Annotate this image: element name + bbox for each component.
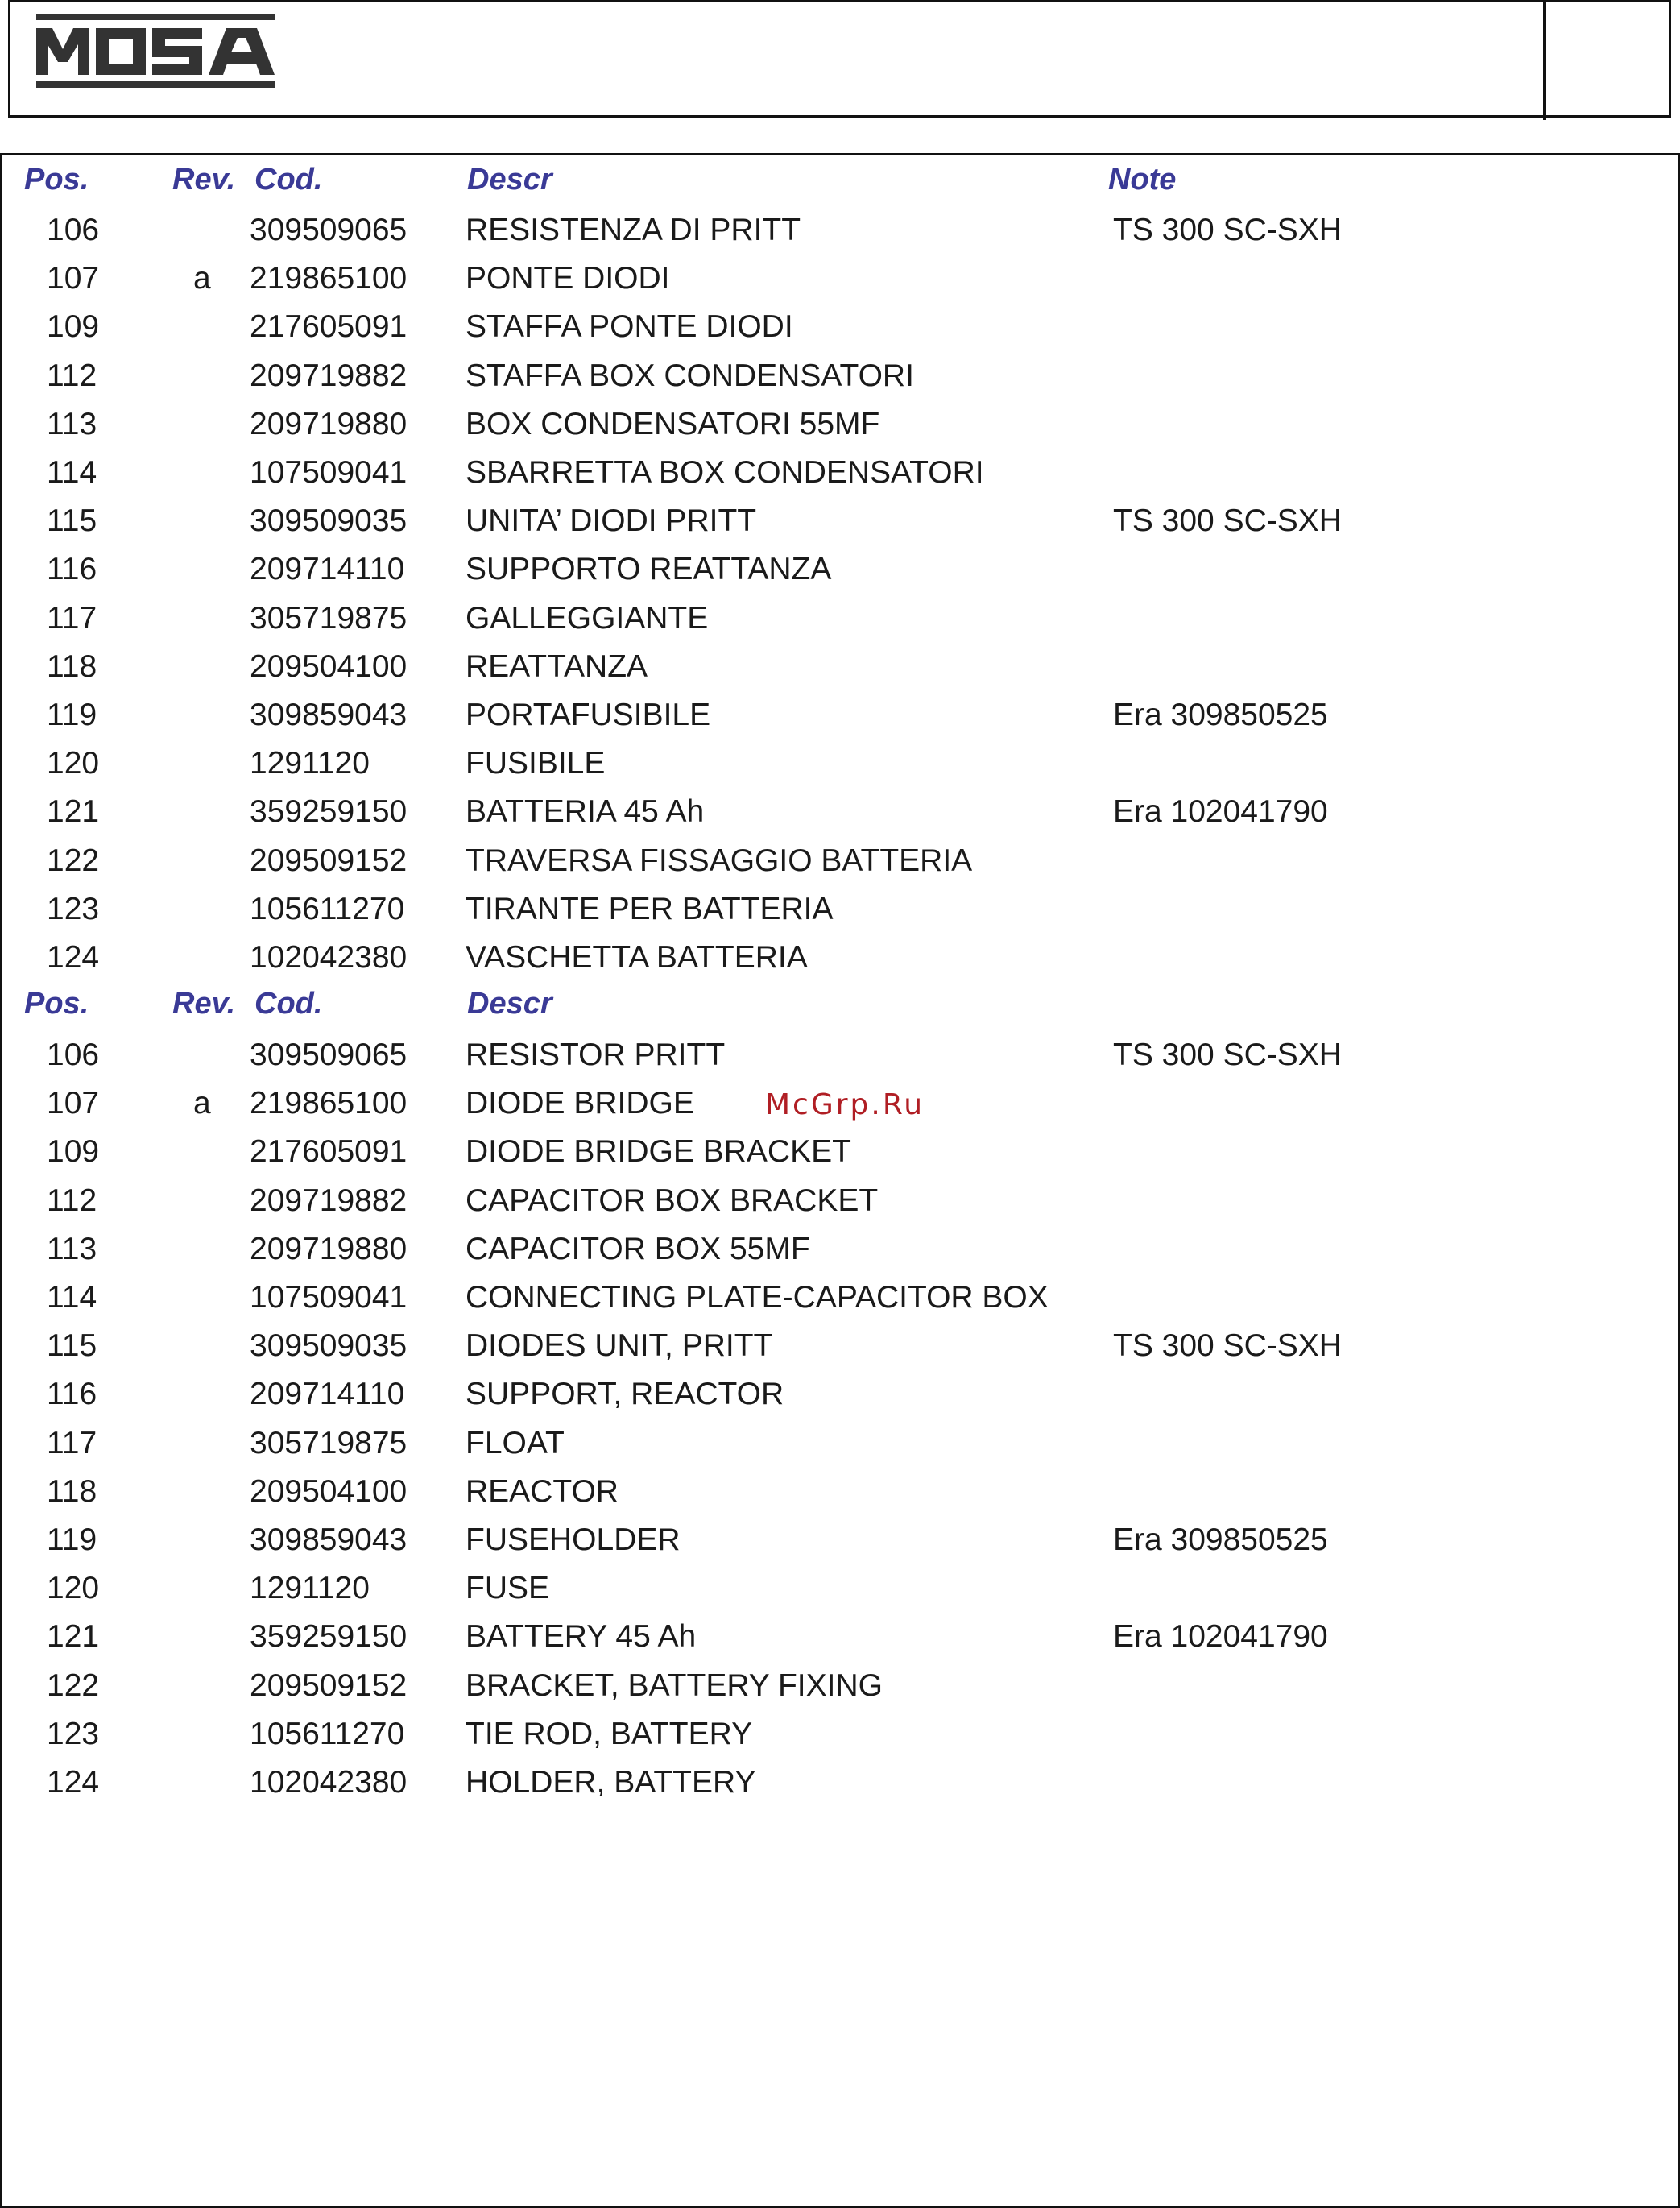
cell-descr: FUSEHOLDER	[466, 1522, 681, 1557]
cell-pos: 106	[47, 213, 100, 247]
col-pos: Pos.	[24, 987, 89, 1021]
cell-descr: RESISTENZA DI PRITT	[466, 213, 801, 247]
cell-note: TS 300 SC-SXH	[1113, 213, 1342, 247]
cell-descr: SUPPORTO REATTANZA	[466, 552, 832, 587]
cell-cod: 209504100	[250, 648, 408, 684]
cell-cod: 209719882	[250, 1183, 408, 1218]
table-row	[0, 449, 1680, 497]
cell-descr: TIE ROD, BATTERY	[466, 1716, 753, 1751]
cell-pos: 121	[47, 794, 100, 830]
cell-pos: 120	[47, 1571, 100, 1606]
cell-descr: CAPACITOR BOX 55MF	[466, 1231, 810, 1266]
cell-descr: CAPACITOR BOX BRACKET	[466, 1183, 879, 1218]
col-rev: Rev.	[172, 987, 236, 1021]
cell-descr: BRACKET, BATTERY FIXING	[466, 1667, 883, 1703]
cell-cod: 217605091	[250, 1134, 408, 1170]
table-row	[0, 1274, 1680, 1322]
table-row	[0, 1322, 1680, 1370]
cell-pos: 124	[47, 940, 100, 975]
cell-descr: RESISTOR PRITT	[466, 1038, 726, 1072]
cell-cod: 1291120	[250, 1571, 370, 1606]
col-cod: Cod.	[254, 163, 323, 197]
cell-pos: 117	[47, 600, 97, 636]
cell-descr: SBARRETTA BOX CONDENSATORI	[466, 455, 984, 490]
cell-descr: DIODE BRIDGE BRACKET	[466, 1134, 851, 1170]
cell-cod: 209719882	[250, 358, 408, 393]
cell-cod: 209714110	[250, 552, 405, 587]
cell-rev: a	[193, 261, 211, 296]
cell-pos: 117	[47, 1425, 97, 1460]
cell-cod: 309509065	[250, 1038, 408, 1072]
table-row	[0, 1370, 1680, 1419]
cell-cod: 105611270	[250, 1716, 405, 1751]
cell-pos: 107	[47, 261, 100, 296]
cell-cod: 107509041	[250, 1280, 408, 1315]
table-row	[0, 837, 1680, 885]
cell-note: Era 309850525	[1113, 1522, 1328, 1557]
cell-cod: 359259150	[250, 794, 408, 830]
cell-descr: FUSIBILE	[466, 746, 606, 781]
cell-cod: 102042380	[250, 940, 408, 975]
table-row	[0, 643, 1680, 691]
table-row	[0, 594, 1680, 643]
col-cod: Cod.	[254, 987, 323, 1021]
cell-descr: PORTAFUSIBILE	[466, 698, 711, 732]
cell-cod: 305719875	[250, 1425, 408, 1460]
table-row	[0, 1759, 1680, 1807]
table-row	[0, 1710, 1680, 1759]
table-row	[0, 1516, 1680, 1564]
cell-pos: 109	[47, 1134, 100, 1170]
cell-pos: 123	[47, 891, 100, 926]
cell-descr: UNITA’ DIODI PRITT	[466, 503, 757, 539]
table-row	[0, 1177, 1680, 1225]
cell-descr: BATTERIA 45 Ah	[466, 794, 705, 830]
cell-pos: 112	[47, 1183, 97, 1218]
cell-pos: 124	[47, 1765, 100, 1800]
cell-cod: 107509041	[250, 455, 408, 490]
cell-pos: 116	[47, 1377, 97, 1412]
cell-cod: 209504100	[250, 1473, 408, 1509]
cell-descr: BOX CONDENSATORI 55MF	[466, 406, 880, 441]
cell-cod: 309509035	[250, 503, 408, 539]
cell-descr: DIODES UNIT, PRITT	[466, 1328, 773, 1364]
table-row	[0, 1564, 1680, 1613]
cell-note: TS 300 SC-SXH	[1113, 1038, 1342, 1072]
cell-note: TS 300 SC-SXH	[1113, 1328, 1342, 1364]
table-row	[0, 206, 1680, 255]
col-rev: Rev.	[172, 163, 236, 197]
cell-pos: 114	[47, 455, 97, 490]
cell-note: Era 102041790	[1113, 794, 1328, 830]
cell-cod: 209509152	[250, 843, 408, 878]
table-row	[0, 934, 1680, 982]
cell-cod: 105611270	[250, 891, 405, 926]
cell-cod: 209509152	[250, 1667, 408, 1703]
table-row	[0, 303, 1680, 351]
watermark-text: McGrp.Ru	[765, 1088, 925, 1121]
table-row	[0, 1031, 1680, 1079]
cell-cod: 309859043	[250, 1522, 408, 1557]
cell-rev: a	[193, 1086, 211, 1121]
cell-note: Era 102041790	[1113, 1619, 1328, 1655]
header-divider	[1543, 2, 1546, 120]
cell-pos: 115	[47, 1328, 97, 1364]
table-row	[0, 788, 1680, 836]
table-row	[0, 885, 1680, 934]
cell-pos: 119	[47, 698, 97, 732]
cell-pos: 113	[47, 406, 97, 441]
cell-descr: GALLEGGIANTE	[466, 600, 709, 636]
cell-descr: STAFFA PONTE DIODI	[466, 309, 793, 345]
table-row	[0, 545, 1680, 594]
cell-cod: 309509065	[250, 213, 408, 247]
cell-pos: 118	[47, 1473, 97, 1509]
table-row	[0, 400, 1680, 449]
cell-cod: 1291120	[250, 746, 370, 781]
page-header	[8, 0, 1671, 118]
cell-pos: 109	[47, 309, 100, 345]
cell-pos: 106	[47, 1038, 100, 1072]
cell-descr: VASCHETTA BATTERIA	[466, 940, 808, 975]
cell-cod: 209719880	[250, 406, 408, 441]
cell-pos: 121	[47, 1619, 100, 1655]
cell-pos: 107	[47, 1086, 100, 1121]
cell-descr: TIRANTE PER BATTERIA	[466, 891, 834, 926]
cell-pos: 114	[47, 1280, 97, 1315]
cell-descr: CONNECTING PLATE-CAPACITOR BOX	[466, 1280, 1049, 1315]
table-row	[0, 1662, 1680, 1710]
table-row	[0, 352, 1680, 400]
col-pos: Pos.	[24, 163, 89, 197]
cell-pos: 118	[47, 648, 97, 684]
column-header-row	[0, 155, 1680, 204]
col-descr: Descr	[467, 987, 552, 1021]
cell-cod: 209714110	[250, 1377, 405, 1412]
cell-pos: 122	[47, 1667, 100, 1703]
col-note: Note	[1108, 163, 1177, 197]
table-row	[0, 497, 1680, 545]
cell-cod: 217605091	[250, 309, 408, 345]
column-header-row-english	[0, 980, 1680, 1028]
cell-pos: 122	[47, 843, 100, 878]
cell-pos: 113	[47, 1231, 97, 1266]
table-row	[0, 739, 1680, 788]
cell-pos: 119	[47, 1522, 97, 1557]
cell-pos: 120	[47, 746, 100, 781]
cell-cod: 309509035	[250, 1328, 408, 1364]
cell-descr: PONTE DIODI	[466, 261, 670, 296]
col-descr: Descr	[467, 163, 552, 197]
cell-descr: REACTOR	[466, 1473, 619, 1509]
cell-cod: 309859043	[250, 698, 408, 732]
table-row	[0, 691, 1680, 739]
cell-cod: 209719880	[250, 1231, 408, 1266]
cell-note: TS 300 SC-SXH	[1113, 503, 1342, 539]
cell-descr: FLOAT	[466, 1425, 565, 1460]
table-row	[0, 1468, 1680, 1516]
cell-cod: 102042380	[250, 1765, 408, 1800]
mosa-logo	[36, 14, 275, 88]
cell-descr: SUPPORT, REACTOR	[466, 1377, 784, 1412]
cell-cod: 219865100	[250, 1086, 408, 1121]
cell-pos: 116	[47, 552, 97, 587]
cell-descr: HOLDER, BATTERY	[466, 1765, 756, 1800]
cell-cod: 305719875	[250, 600, 408, 636]
table-row	[0, 255, 1680, 303]
cell-pos: 112	[47, 358, 97, 393]
cell-descr: STAFFA BOX CONDENSATORI	[466, 358, 914, 393]
table-row	[0, 1225, 1680, 1274]
table-row	[0, 1613, 1680, 1661]
cell-pos: 115	[47, 503, 97, 539]
cell-descr: REATTANZA	[466, 648, 648, 684]
cell-descr: TRAVERSA FISSAGGIO BATTERIA	[466, 843, 973, 878]
cell-cod: 219865100	[250, 261, 408, 296]
cell-descr: DIODE BRIDGE	[466, 1086, 694, 1121]
cell-descr: BATTERY 45 Ah	[466, 1619, 697, 1655]
table-row	[0, 1128, 1680, 1176]
cell-pos: 123	[47, 1716, 100, 1751]
cell-descr: FUSE	[466, 1571, 550, 1606]
cell-cod: 359259150	[250, 1619, 408, 1655]
table-row	[0, 1419, 1680, 1468]
cell-note: Era 309850525	[1113, 698, 1328, 732]
